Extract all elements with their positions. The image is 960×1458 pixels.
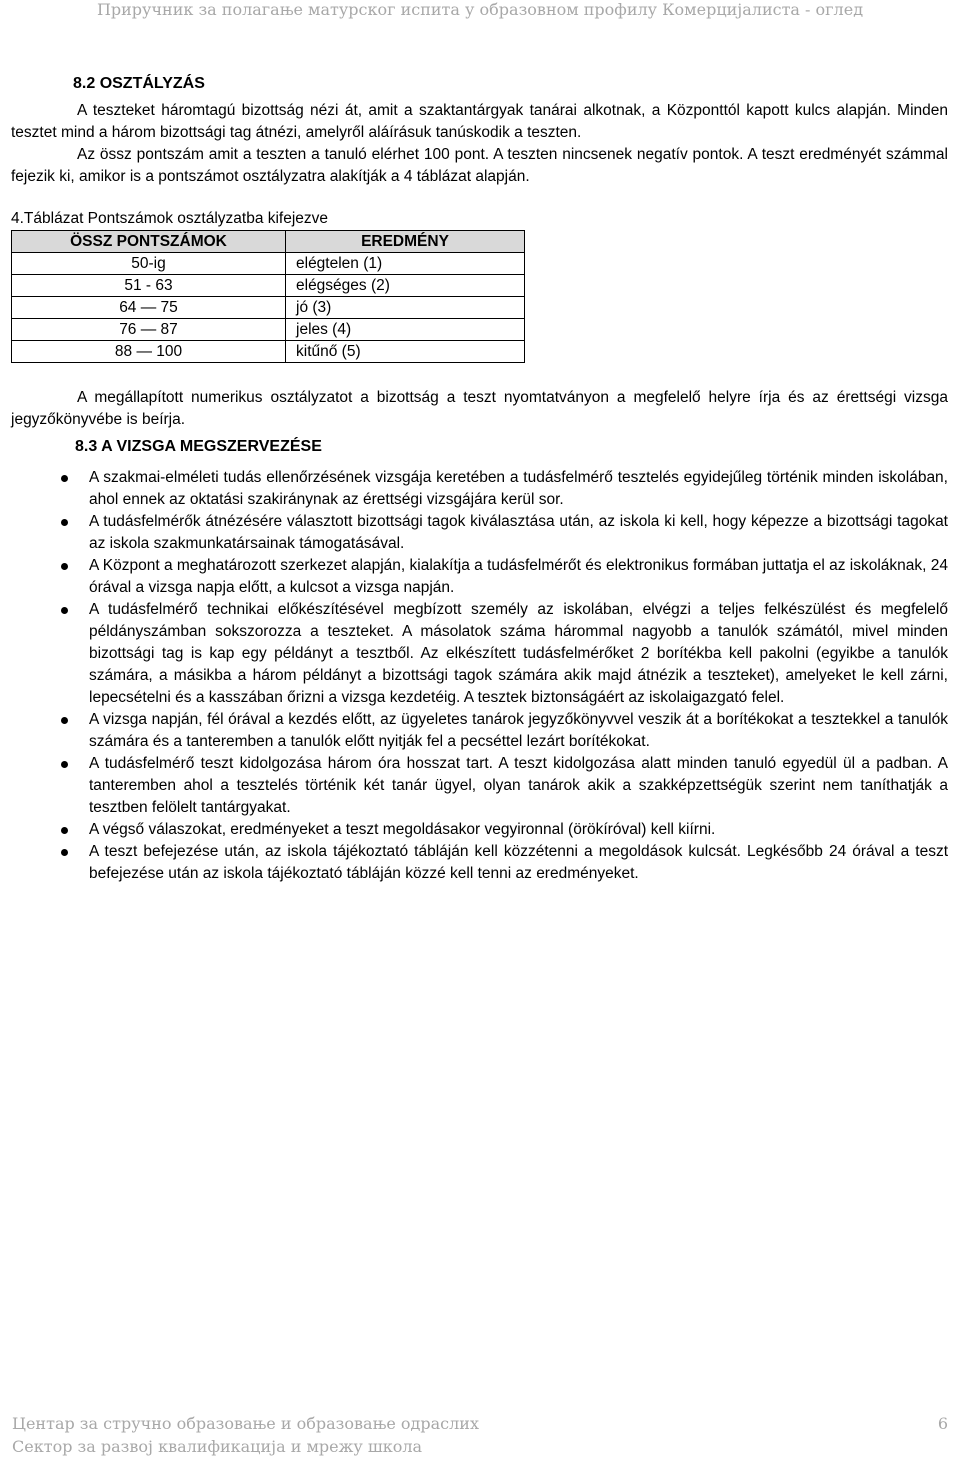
result-cell: elégtelen (1): [286, 253, 525, 275]
list-item: [11, 819, 948, 841]
bullet-icon: [61, 717, 68, 724]
section-8-2-title: 8.2 OSZTÁLYZÁS: [73, 75, 205, 92]
table-row: [12, 275, 525, 297]
table-row: [12, 253, 525, 275]
list-item-text: A Központ a meghatározott szerkezet alapján, kialakítja a tudásfelmérőt és elektronikus formában juttatja el az iskoláknak, 24 órával a vizsga napja előtt, a kulcsot a vizsga napján.: [89, 557, 949, 596]
section-8-2-paragraph-2: Az össz pontszám amit a teszten a tanuló elérhet 100 pont. A teszten nincsenek negatív pontok. A teszt eredményét számmal fejezik ki, amikor is a pontszámot osztályzatra alakítják a 4 táblázat alapján.: [11, 146, 948, 185]
running-footer: [12, 1412, 948, 1458]
list-item-text: A tudásfelmérő teszt kidolgozása három óra hosszat tart. A teszt kidolgozása alatt minden tanuló egyedül ül a padban. A tanteremben ahol a tesztelés történik két tanár ügyel, olyan tanárok akik a szakképzettségük szerint nem taníthatják a tesztben felölelt tantárgyakat.: [89, 755, 948, 816]
section-8-2-paragraph-1: A teszteket háromtagú bizottság nézi át, amit a szaktantárgyak tanárai alkotnak, a Központtól kapott kulcs alapján. Minden tesztet mind a három bizottsági tag átnézi, amelyről aláírásuk tanúskodik a teszten.: [11, 102, 948, 141]
table-row: [12, 297, 525, 319]
footer-line-1: Центар за стручно образовање и образовање одраслих: [12, 1414, 479, 1433]
result-cell: jeles (4): [286, 319, 525, 341]
list-item-text: A végső válaszokat, eredményeket a teszt megoldásakor vegyironnal (örökíróval) kell kiírni.: [89, 821, 716, 838]
section-8-3-title: 8.3 A VIZSGA MEGSZERVEZÉSE: [75, 438, 322, 455]
bullet-icon: [61, 519, 68, 526]
bullet-icon: [61, 761, 68, 768]
organization-list: [11, 467, 948, 885]
result-cell: elégséges (2): [286, 275, 525, 297]
table-header-row: [12, 231, 525, 253]
list-item-text: A vizsga napján, fél órával a kezdés előtt, az ügyeletes tanárok jegyzőkönyvvel veszik át a borítékokat a tesztekkel a tanulók számára és a tanteremben a tanulók előtt nyitják fel a pecséttel lezárt borítékokat.: [89, 711, 948, 750]
list-item-text: A teszt befejezése után, az iskola tájékoztató tábláján kell közzétenni a megoldások kulcsát. Legkésőbb 24 órával a teszt befejezése után az iskola tájékoztató tábláján közzé kell tenni az eredményeket.: [89, 843, 948, 882]
bullet-icon: [61, 849, 68, 856]
result-cell: kitűnő (5): [286, 341, 525, 363]
list-item: [11, 841, 948, 885]
page-number: 6: [937, 1414, 948, 1433]
bullet-icon: [61, 475, 68, 482]
running-header: Приручник за полагање матурског испита у образовном профилу Комерцијалиста - оглед: [96, 0, 864, 19]
bullet-icon: [61, 563, 68, 570]
after-table-paragraph: A megállapított numerikus osztályzatot a bizottság a teszt nyomtatványon a megfelelő helyre írja és az érettségi vizsga jegyzőkönyvébe is beírja.: [11, 389, 948, 428]
column-header-total-points: ÖSSZ PONTSZÁMOK: [12, 231, 286, 253]
list-item: [11, 511, 948, 555]
list-item-text: A szakmai-elméleti tudás ellenőrzésének vizsgája keretében a tudásfelmérő tesztelés egyidejűleg történik minden iskolában, ahol ennek az oktatási szakiránynak az érettségi vizsgájára kerül sor.: [89, 469, 948, 508]
footer-line-2: Сектор за развој квалификација и мрежу школа: [12, 1437, 423, 1456]
table-caption: 4.Táblázat Pontszámok osztályzatba kifejezve: [11, 210, 329, 227]
grade-table: [11, 230, 525, 363]
list-item: [11, 467, 948, 511]
points-cell: 51 - 63: [12, 275, 286, 297]
list-item: [11, 709, 948, 753]
points-cell: 76 — 87: [12, 319, 286, 341]
list-item-text: A tudásfelmérők átnézésére választott bizottsági tagok kiválasztása után, az iskola ki kell, hogy képezze a bizottsági tagokat az iskola szakmunkatársainak támogatásával.: [89, 513, 948, 552]
list-item-text: A tudásfelmérő technikai előkészítésével megbízott személy az iskolában, elvégzi a teljes felkészülést és megfelelő példányszámban sokszorozza a teszteket. A másolatok száma hárommal nagyobb a tanulók számától, mivel minden bizottsági tag is kap egy példányt a tesztből. Az elkészített tudásfelmérőket 2 borítékba kell pakolni (egyikbe a tanulók számára, a másikba a három példányt a bizottsági tagok számára akik majd átnézik a teszteket), amelyeket le kell zárni, lepecsételni és a kasszában őrizni a vizsga kezdetéig. A tesztek biztonságáért az iskolaigazgató felel.: [89, 601, 948, 706]
list-item: [11, 555, 948, 599]
table-row: [12, 341, 525, 363]
table-row: [12, 319, 525, 341]
column-header-result: EREDMÉNY: [286, 231, 525, 253]
result-cell: jó (3): [286, 297, 525, 319]
points-cell: 88 — 100: [12, 341, 286, 363]
points-cell: 64 — 75: [12, 297, 286, 319]
list-item: [11, 599, 948, 709]
bullet-icon: [61, 607, 68, 614]
list-item: [11, 753, 948, 819]
page-content: [11, 74, 948, 885]
bullet-icon: [61, 827, 68, 834]
points-cell: 50-ig: [12, 253, 286, 275]
